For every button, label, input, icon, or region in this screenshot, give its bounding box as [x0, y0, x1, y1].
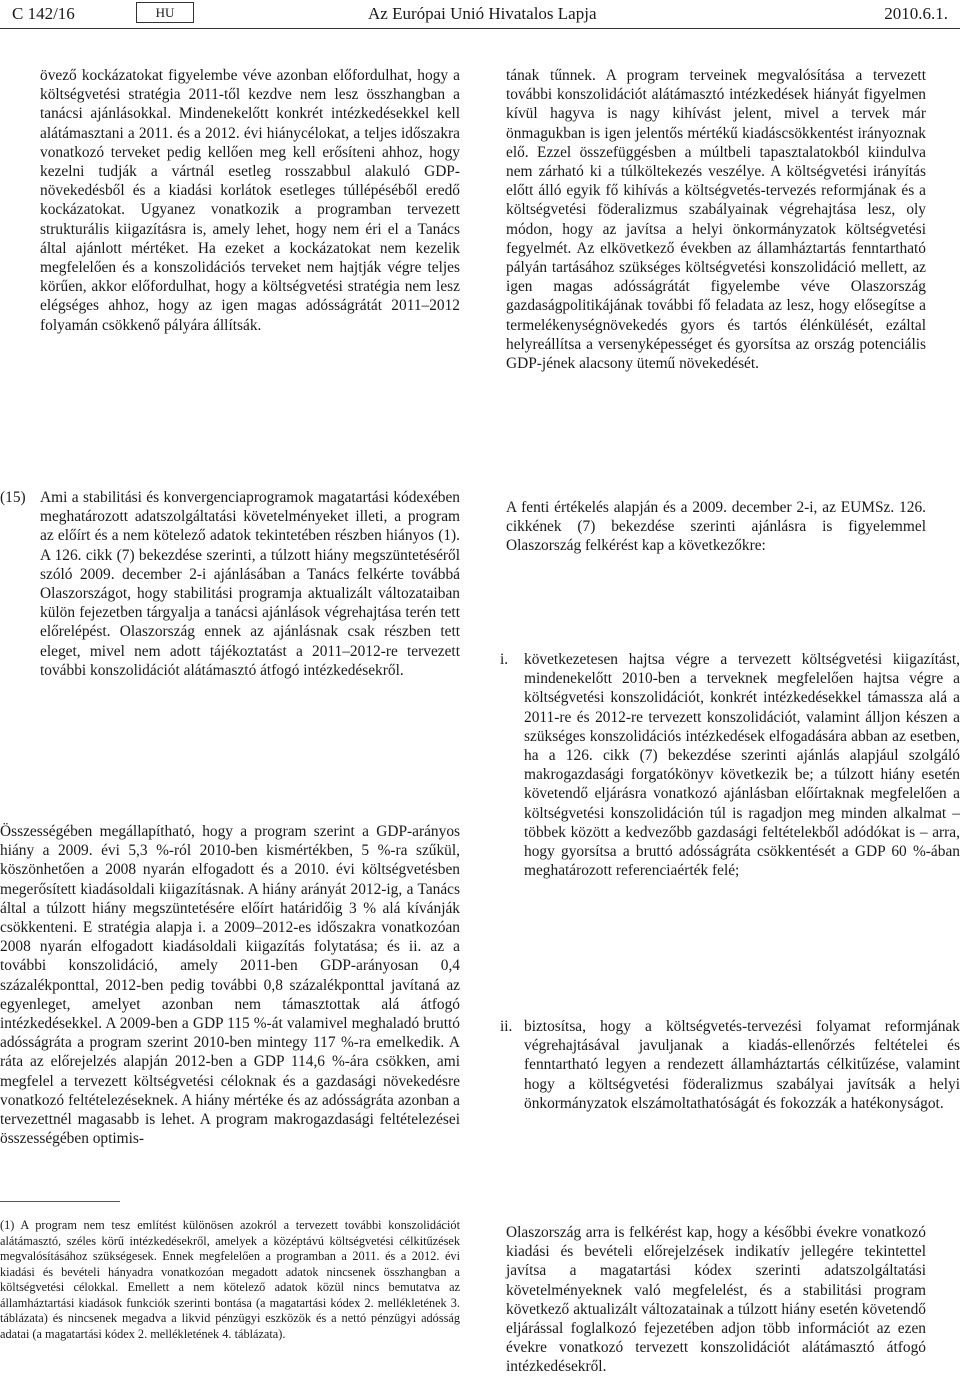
- paragraph-number-15: (15): [0, 489, 26, 506]
- item-i-text: következetesen hajtsa végre a tervezett költségvetési kiigazítást, mindenekelőtt 2010-ben a terveknek megfelelően hajtsa végre a költségvetési konszolidációt, konkrét intézkedésekkel támassza alá a 2011-re és 2012-re tervezett konszolidációt, valamint álljon készen a szükséges konszolidációs intézkedések elfogadására abban az esetben, ha a 126. cikk (7) bekezdése szerinti ajánlás alapjául szolgáló makrogazdasági forgatókönyv következik be; a túlzott hiány esetén követendő eljárásra vonatkozó ajánlásban előírtaknak megfelelően a költségvetési konszolidáción túl is ragadjon meg minden alkalmat – többek között a kedvezőbb gazdasági feltételekből adódókat is – arra, hogy gyorsítsa a bruttó adósságráta csökkentését a GDP 60 %-ában meghatározott referenciaérték felé;: [524, 651, 960, 880]
- recommendation-item-i: [500, 650, 960, 880]
- footnote-text: A program nem tesz említést különösen azokról a tervezett további konszolidációt alátámasztó, széles körű intézkedésekről, amelyek a középtávú költségvetési célkitűzések megvalósításához szükségesek. Ennek megfelelően a programban a 2011. és a 2012. évi kiadási és bevételi hányadra vonatkozóan megadott adatok nincsenek összhangban a költségvetési célokkal. Emellett a nem kötelező adatok közül nincs bemutatva az államháztartási kiadások funkciók szerinti bontása (a magatartási kódex 2. mellékletének 3. táblázata) és nincsenek megadva a likvid pénzügyi eszközök és a nettó pénzügyi adósság adatai (a magatartási kódex 2. mellékletének 4. táblázata).: [0, 1218, 460, 1341]
- header-rule: [0, 28, 960, 29]
- footnote: [0, 1218, 460, 1342]
- journal-title: Az Európai Unió Hivatalos Lapja: [368, 4, 597, 23]
- item-i-number: i.: [500, 651, 509, 668]
- recommendation-item-ii: [500, 1017, 960, 1137]
- top-right-paragraph: tának tűnnek. A program terveinek megvalósítása a tervezett további konszolidációt alátámasztó intézkedések hiányát figyelmen kívül hagyva is nagy kihívást jelent, mivel a tervek már önmagukban is igen jelentős mértékű kiadáscsökkentést irányoznak elő. Ezzel összefüggésben a múltbeli tapasztalatokból kiindulva nem zárható ki a túlköltekezés veszélye. A költségvetési irányítás előtt álló egyik fő kihívás a költségvetés-tervezés reformjának és a költségvetési föderalizmus szabályainak végrehajtása lesz, oly módon, hogy az javítsa a helyi önkormányzatok költségvetési fegyelmét. Az elkövetkező években az államháztartás fenntartható pályán tartásához szükséges költségvetési konszolidáció mellett, az igen magas adósságrátát figyelembe véve Olaszország gazdaságpolitikájának további fő feladata az lesz, hogy elősegítse a termelékenységnövekedés gyors és tartós élénkülését, ezáltal helyreállítsa a versenyképességet és gyorsítsa az ország potenciális GDP-jének alacsony ütemű növekedését.: [506, 67, 926, 373]
- closing-paragraph: Olaszország arra is felkérést kap, hogy a későbbi évekre vonatkozó kiadási és bevételi előrejelzések indikatív jellegére tekintettel javítsa a magatartási kódex szerinti adatszolgáltatási követelményeknek való megfelelést, és a stabilitási program következő aktualizált változatainak a túlzott hiány esetén követendő eljárással foglalkozó fejezetében adjon több információt az ezen évekre vonatkozó tervezett konszolidációt alátámasztó átfogó intézkedésekről.: [506, 1224, 926, 1376]
- issue-date: 2010.6.1.: [884, 4, 948, 23]
- page-header: [0, 0, 960, 30]
- item-ii-text: biztosítsa, hogy a költségvetés-tervezési folyamat reformjának végrehajtásával javuljanak a kiadás-ellenőrzés feltételei és fenntartható legyen a rendezett államháztartás célkitűzése, valamint hogy a költségvetési föderalizmus szabályai javítsák a helyi önkormányzatok elszámoltathatóságát és fokozzák a hatékonyságot.: [524, 1018, 960, 1112]
- recommendation-intro: A fenti értékelés alapján és a 2009. december 2-i, az EUMSz. 126. cikkének (7) bekezdése szerinti ajánlásra is figyelemmel Olaszország felkérést kap a következőkre:: [506, 499, 926, 555]
- top-left-paragraph: övező kockázatokat figyelembe véve azonban előfordulhat, hogy a költségvetési stratégia 2011-től kezdve nem lesz összhangban a tanácsi ajánlásokkal. Mindenekelőtt konkrét intézkedésekkel kell alátámasztani a 2011. és a 2012. évi hiánycélokat, a teljes időszakra vonatkozó terveket pedig kellően meg kell erősíteni ahhoz, hogy kezelni tudják a vártnál esetleg rosszabbul alakuló GDP-növekedésből és a kiadási korlátok esetleges túllépéséből eredő kockázatokat. Ugyanez vonatkozik a programban tervezett strukturális kiigazításra is, amely lehet, hogy nem éri el a Tanács által ajánlott mértéket. Ha ezeket a kockázatokat nem kezelik megfelelően és a konszolidációs terveket nem hajtják végre teljes körűen, akkor előfordulhat, hogy a költségvetési stratégia nem lesz elégséges ahhoz, hogy az igen magas adósságrátát 2011–2012 folyamán csökkenő pályára állítsák.: [40, 67, 460, 334]
- item-ii-number: ii.: [500, 1018, 513, 1035]
- language-badge: HU: [136, 2, 194, 23]
- summary-paragraph: Összességében megállapítható, hogy a program szerint a GDP-arányos hiány a 2009. évi 5,3 %-ról 2010-ben kismértékben, 5 %-ra szűkül, köszönhetően a 2008 nyarán elfogadott és a 2010. évi költségvetésben megerősített kiadásoldali kiigazításnak. A hiány arányát 2012-ig, a Tanács által a túlzott hiány megszüntetésére előírt határidőig 3 % alá kívánják csökkenteni. E stratégia alapja i. a 2009–2012-es időszakra vonatkozóan 2008 nyarán elfogadott kiadásoldali kiigazítás folytatása; és ii. az a további konszolidáció, amely 2011-ben GDP-arányosan 0,4 százalékponttal, 2012-ben pedig további 0,8 százalékponttal javítaná az egyenleget, amelyet azonban nem támasztottak alá átfogó intézkedésekkel. A 2009-ben a GDP 115 %-át valamivel meghaladó bruttó adósságráta a program szerint 2010-ben mintegy 117 %-ra emelkedik. A ráta az előrejelzés alapján 2012-ben a GDP 114,6 %-ára csökken, ami megfelel a tervezett költségvetési céloknak és a gazdasági növekedésre vonatkozó feltételezéseknek. A hiány mértéke és az adósságráta azonban a tervezettnél magasabb is lehet. A program makrogazdasági feltételezései összességében optimis-: [0, 823, 460, 1148]
- paragraph-15: Ami a stabilitási és konvergenciaprogramok magatartási kódexében meghatározott adatszolgáltatási követelményeket illeti, a program az előírt és a nem kötelező adatok tekintetében részben hiányos (1). A 126. cikk (7) bekezdése szerinti, a túlzott hiány megszüntetéséről szóló 2009. december 2-i ajánlásában a Tanács felkérte továbbá Olaszországot, hogy stabilitási programja aktualizált változataiban külön fejezetben tárgyalja a tanácsi ajánlások végrehajtása terén tett előrelépést. Olaszország ennek az ajánlásnak csak részben tett eleget, mivel nem adott tájékoztatást a 2011–2012-re tervezett további konszolidációt alátámasztó átfogó intézkedésekről.: [40, 489, 460, 679]
- footnote-separator: [0, 1201, 120, 1202]
- series-number: C 142/16: [12, 4, 75, 23]
- footnote-marker: (1): [0, 1218, 15, 1232]
